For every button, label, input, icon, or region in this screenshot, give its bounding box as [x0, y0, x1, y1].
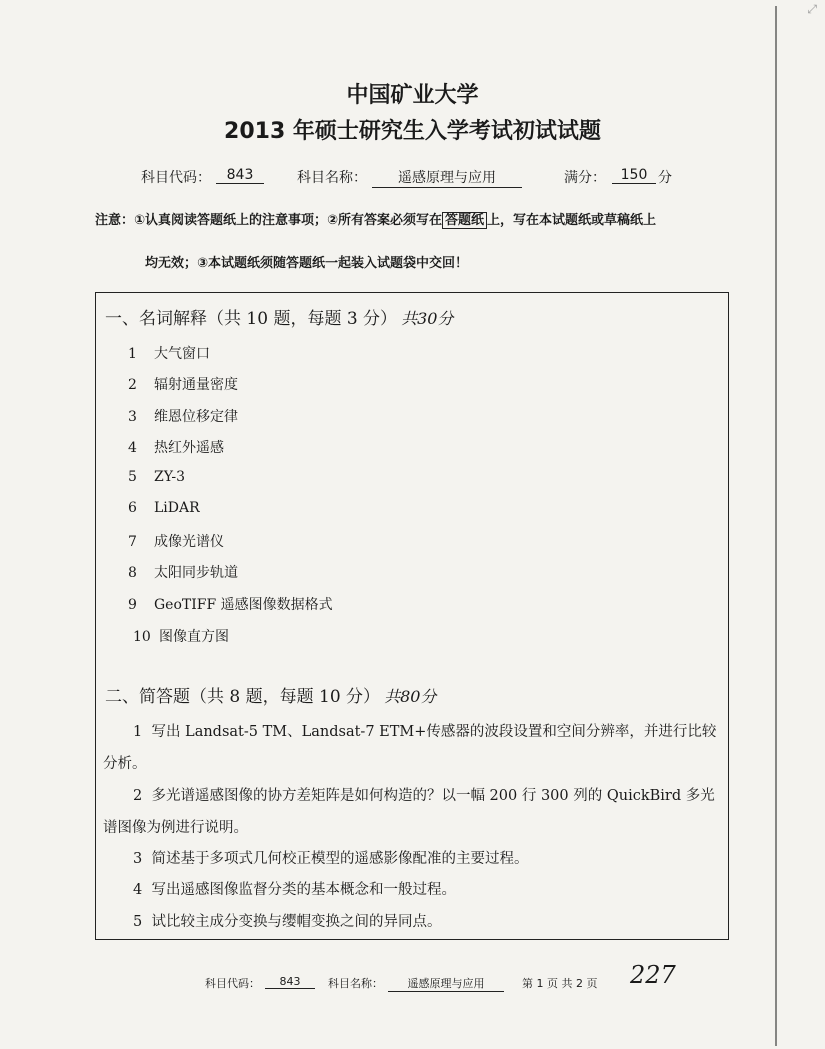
- term-item: 9 GeoTIFF 遥感图像数据格式: [128, 597, 333, 613]
- term-item: 5 ZY-3: [128, 469, 186, 485]
- question-item: 4 写出遥感图像监督分类的基本概念和一般过程。: [133, 882, 456, 898]
- question-item: 2 多光谱遥感图像的协方差矩阵是如何构造的？以一幅 200 行 300 列的 QuickBird 多光谱图像为例进行说明。: [103, 788, 715, 836]
- code-label: 科目代码：: [141, 170, 211, 186]
- notice-line-1: [95, 209, 656, 228]
- footer-page-number: 第 1 页 共 2 页: [522, 977, 598, 990]
- notice-boxed-word: 答题纸: [442, 212, 487, 229]
- exam-title: 2013 年硕士研究生入学考试初试试题: [224, 119, 601, 144]
- section1-title: 一、名词解释（共 10 题，每题 3 分）: [105, 309, 398, 329]
- score-unit: 分: [658, 170, 672, 186]
- question-item: 5 试比较主成分变换与缨帽变换之间的异同点。: [133, 914, 442, 930]
- section2-title: 二、简答题（共 8 题，每题 10 分）: [105, 687, 381, 707]
- term-item: 2 辐射通量密度: [128, 377, 238, 393]
- section1-heading: [105, 304, 453, 329]
- footer-name-label: 科目名称：: [328, 977, 383, 990]
- score-value: 150: [612, 167, 656, 184]
- term-item: 6 LiDAR: [128, 500, 200, 516]
- footer-code-label: 科目代码：: [205, 977, 260, 990]
- notice-prefix: 注意：①认真阅读答题纸上的注意事项；②所有答案必须写在: [95, 213, 443, 228]
- term-item: 1 大气窗口: [128, 346, 210, 362]
- score-label: 满分：: [564, 170, 606, 186]
- term-item: 7 成像光谱仪: [128, 534, 224, 550]
- question-item: 3 简述基于多项式几何校正模型的遥感影像配准的主要过程。: [133, 851, 529, 867]
- section2-handwritten-total: 共80分: [384, 687, 437, 706]
- name-value: 遥感原理与应用: [372, 167, 522, 188]
- expand-corner-icon: ⤢: [807, 2, 817, 16]
- footer-code-value: 843: [265, 975, 315, 989]
- notice-suffix: 上，写在本试题纸或草稿纸上: [487, 213, 657, 228]
- scan-edge-line: [775, 6, 777, 1046]
- code-value: 843: [216, 167, 264, 184]
- handwritten-page-stamp: 227: [630, 961, 676, 989]
- section1-handwritten-total: 共30分: [401, 309, 454, 328]
- notice-line-2: 均无效；③本试题纸须随答题纸一起装入试题袋中交回！: [145, 256, 469, 271]
- footer-name-value: 遥感原理与应用: [388, 975, 504, 992]
- question-item: 1 写出 Landsat-5 TM、Landsat-7 ETM+传感器的波段设置和空间分辨率，并进行比较分析。: [103, 724, 717, 772]
- term-item: 3 维恩位移定律: [128, 409, 238, 425]
- term-item: 8 太阳同步轨道: [128, 565, 238, 581]
- university-title: 中国矿业大学: [346, 83, 479, 108]
- section2-heading: [105, 682, 436, 707]
- name-label: 科目名称：: [297, 170, 367, 186]
- term-item: 4 热红外遥感: [128, 440, 224, 456]
- term-item: 10 图像直方图: [133, 629, 229, 645]
